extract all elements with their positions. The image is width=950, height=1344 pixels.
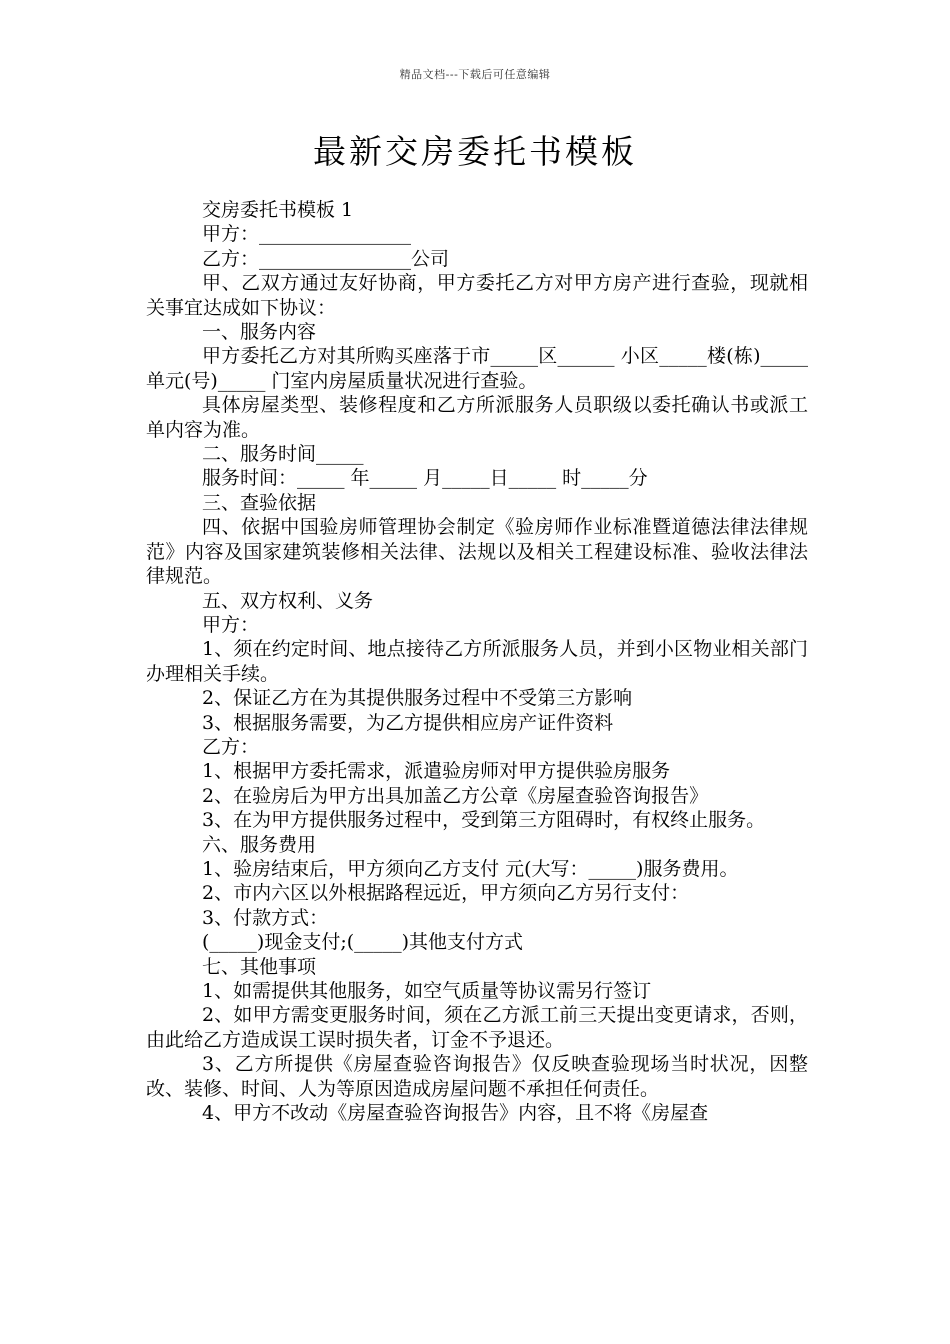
party-b-field: 乙方：________________公司 bbox=[202, 247, 450, 270]
service-time-field: 服务时间：_____ 年_____ 月_____日_____ 时_____分 bbox=[202, 467, 648, 490]
paragraph-inspection-standards: 四、依据中国验房师管理协会制定《验房师作业标准暨道德法律法律规范》内容及国家建筑装修相关法律、法规以及相关工程建设标准、验收法律法律规范。 bbox=[146, 516, 808, 588]
party-a-item-1: 1、须在约定时间、地点接待乙方所派服务人员，并到小区物业相关部门办理相关手续。 bbox=[146, 638, 808, 685]
section-subtitle: 交房委托书模板 1 bbox=[202, 199, 354, 221]
fee-item-3: 3、付款方式： bbox=[202, 906, 329, 929]
fee-item-2: 2、市内六区以外根据路程远近，甲方须向乙方另行支付： bbox=[202, 882, 690, 905]
other-item-2: 2、如甲方需变更服务时间，须在乙方派工前三天提出变更请求，否则，由此给乙方造成误工误时损失者，订金不予退还。 bbox=[146, 1004, 808, 1051]
other-item-3: 3、乙方所提供《房屋查验咨询报告》仅反映查验现场当时状况，因整改、装修、时间、人为等原因造成房屋问题不承担任何责任。 bbox=[146, 1053, 808, 1100]
party-a-item-3: 3、根据服务需要，为乙方提供相应房产证件资料 bbox=[202, 711, 614, 734]
paragraph-property-location: 甲方委托乙方对其所购买座落于市_____区______ 小区_____楼(栋)_____ 单元(号)_____ 门室内房屋质量状况进行查验。 bbox=[146, 345, 815, 392]
party-b-item-3: 3、在为甲方提供服务过程中，受到第三方阻碍时，有权终止服务。 bbox=[202, 809, 766, 832]
heading-rights-obligations: 五、双方权利、义务 bbox=[202, 589, 374, 612]
other-item-4: 4、甲方不改动《房屋查验咨询报告》内容，且不将《房屋查 bbox=[202, 1102, 709, 1125]
payment-method-options: (_____)现金支付;(_____)其他支付方式 bbox=[202, 931, 524, 954]
fee-item-1: 1、验房结束后，甲方须向乙方支付 元(大写：_____)服务费用。 bbox=[202, 857, 739, 880]
agreement-intro: 甲、乙双方通过友好协商，甲方委托乙方对甲方房产进行查验，现就相关事宜达成如下协议： bbox=[146, 272, 808, 319]
party-b-label: 乙方： bbox=[202, 735, 260, 758]
party-b-item-2: 2、在验房后为甲方出具加盖乙方公章《房屋查验咨询报告》 bbox=[202, 784, 709, 807]
party-a-field: 甲方：________________ bbox=[202, 223, 412, 246]
party-a-label: 甲方： bbox=[202, 613, 260, 636]
heading-service-content: 一、服务内容 bbox=[202, 321, 317, 344]
other-item-1: 1、如需提供其他服务，如空气质量等协议需另行签订 bbox=[202, 980, 652, 1002]
document-title: 最新交房委托书模板 bbox=[313, 132, 637, 171]
party-a-item-2: 2、保证乙方在为其提供服务过程中不受第三方影响 bbox=[202, 687, 633, 710]
page-header-note: 精品文档---下载后可任意编辑 bbox=[399, 68, 551, 81]
document-body bbox=[146, 198, 815, 1125]
heading-inspection-basis: 三、查验依据 bbox=[202, 491, 317, 514]
heading-service-fee: 六、服务费用 bbox=[202, 833, 317, 856]
party-b-item-1: 1、根据甲方委托需求，派遣验房师对甲方提供验房服务 bbox=[202, 760, 671, 783]
heading-other-matters: 七、其他事项 bbox=[202, 955, 317, 978]
heading-service-time: 二、服务时间_____ bbox=[202, 443, 364, 466]
paragraph-house-type: 具体房屋类型、装修程度和乙方所派服务人员职级以委托确认书或派工单内容为准。 bbox=[146, 394, 808, 441]
